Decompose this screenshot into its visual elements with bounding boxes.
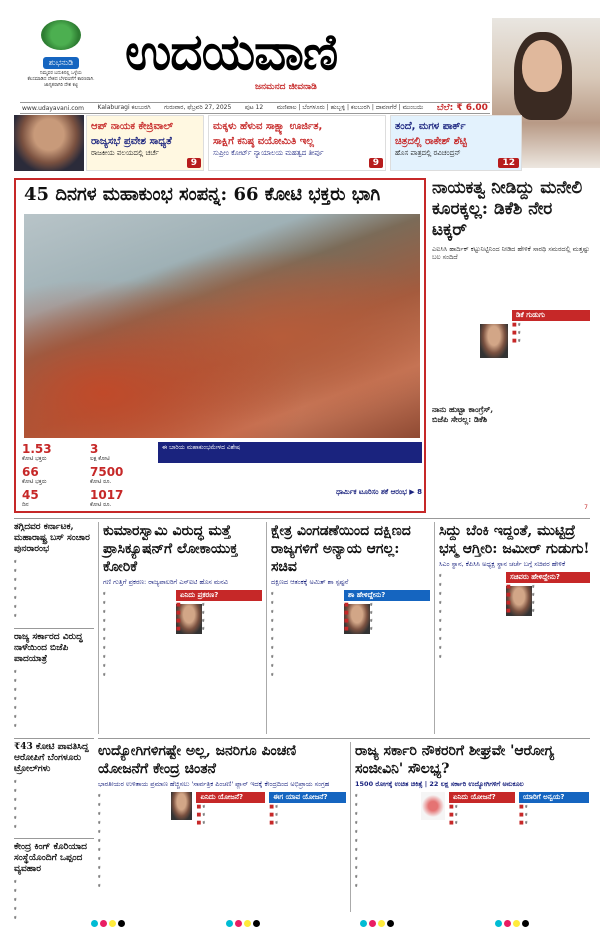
teaser-3-page: 12 (498, 158, 519, 168)
lead-headline: 45 ದಿನಗಳ ಮಹಾಕುಂಭ ಸಂಪನ್ನ: 66 ಕೋಟಿ ಭಕ್ತರು ಭಾಗಿ (24, 184, 381, 205)
left-body-4: ಕ ಕ ಕ ಕ ಕ (14, 879, 17, 921)
right-story-box: ಸಚಿವರು ಹೇಳಿದ್ದೇನು? ■ ಕ ■ ಕ ■ ಕ ■ ಕ (506, 572, 590, 619)
left-headline-1[interactable]: ತಗ್ಗಿದವರ ಕರ್ನಾಟಕ, ಮಹಾರಾಷ್ಟ್ರ ಬಸ್ ಸಂಚಾರ ಪುನರಾರಂಭ (14, 522, 90, 554)
teaser-3-line1: ತಂದೆ, ಮಗಳ ಪಾರ್ಕ್ (395, 121, 466, 132)
lead-stats (22, 442, 422, 510)
brand-tag: ಶುಭನುಡಿ (43, 57, 79, 69)
teaser-2-line3: ಸುಪ್ರೀಂ ಕೋರ್ಟ್ ನ್ಯಾಯಾಲಯ ಮಹತ್ವದ ತೀರ್ಪು (213, 149, 324, 157)
face-shape (522, 40, 562, 92)
lead-story[interactable] (14, 178, 426, 513)
left-headline-4[interactable]: ಕೇಂದ್ರ ಕಿಂಗ್ ಕೊರಿಯಾದ ಸಂಸ್ಥೆಯೊಂದಿಗೆ ಒಪ್ಪಂದ ವ್ಯವಹಾರ (14, 842, 87, 874)
bottom-story-1-box-1: ಏನಿದು ಯೋಜನೆ? ■ ಕ ■ ಕ ■ ಕ (196, 792, 265, 882)
left-headline-2[interactable]: ರಾಜ್ಯ ಸರ್ಕಾರದ ವಿರುದ್ಧ ನಾಳೆಯಿಂದ ಬಿಜೆಪಿ ಪಾದಯಾತ್ರೆ (14, 632, 83, 664)
mid-story-1-deck: ಗಣಿ ಗುತ್ತಿಗೆ ಪ್ರಕರಣ: ರಾಜ್ಯಪಾಲರಿಗೆ ಎಸ್‌ಐಟಿ ಹೊಸ ಮನವಿ (103, 578, 228, 586)
right-story-body: ಕ ಕ ಕ ಕ ಕ ಕ ಕ ಕ ಕ ಕ (439, 573, 442, 660)
teaser-1-line3: ರಾಜಕೀಯ ವಲಯದಲ್ಲಿ ಚರ್ಚೆ (91, 149, 159, 157)
right-top-subheadline: ನಾನು ಹುಟ್ಟಾ ಕಾಂಗ್ರೆಸ್, ಬಿಜೆಪಿ ಸೇರಲ್ಲ: ಡಿಕೆಶಿ (432, 404, 494, 424)
teaser-3[interactable] (390, 115, 522, 171)
newspaper-subtitle: ಜನಮನದ ಜೀವನಾಡಿ (255, 82, 317, 92)
bottom-story-1-headline: ಉದ್ಯೋಗಿಗಳಿಗಷ್ಟೇ ಅಲ್ಲ, ಜನರಿಗೂ ಪಿಂಚಣಿ ಯೋಜನೆಗೆ ಕೇಂದ್ರ ಚಿಂತನೆ (98, 743, 297, 777)
stat-6: 1017 ಕೋಟಿ ರೂ. (90, 488, 124, 508)
lead-footer: ಧಾರ್ಮಿಕ ಟೂರಿಸಂ ಶಕೆ ಆರಂಭ ▶ 8 (336, 488, 422, 496)
bottom-divider (98, 738, 590, 739)
editions-list: ಮಣಿಪಾಲ | ಬೆಂಗಳೂರು | ಹುಬ್ಬಳ್ಳಿ | ಕಲಬುರಗಿ | ದಾವಣಗೆರೆ | ಮುಂಬಯಿ (276, 104, 424, 111)
left-body-3: ಕ ಕ ಕ ಕ ಕ ಕ (14, 779, 17, 830)
dk-shivakumar-photo (480, 324, 508, 358)
dateline (20, 102, 490, 114)
mid-story-2-body: ಕ ಕ ಕ ಕ ಕ ಕ ಕ ಕ ಕ ಕ (271, 591, 274, 678)
right-top-page: 7 (584, 504, 588, 511)
bottom-story-2-body: ಕ ಕ ಕ ಕ ಕ ಕ ಕ ಕ ಕ ಕ ಕ (355, 793, 358, 889)
right-story-headline: ಸಿದ್ದು ಬೆಂಕಿ ಇದ್ದಂತೆ, ಮುಟ್ಟಿದ್ರೆ ಭಸ್ಮ ಆಗ್ತೀರಿ: ಜಮೀರ್ ಗುಡುಗು! (439, 523, 590, 557)
teaser-1-page: 9 (187, 158, 201, 168)
bottom-story-1[interactable] (98, 742, 346, 912)
mid-story-1-body: ಕ ಕ ಕ ಕ ಕ ಕ ಕ ಕ ಕ ಕ (103, 591, 106, 678)
mid-story-1[interactable] (98, 522, 262, 734)
teaser-2[interactable] (208, 115, 386, 171)
page-count: ಪುಟ 12 (244, 104, 264, 111)
stat-3: 45 ದಿನ (22, 488, 39, 508)
bottom-story-2-box-2: ಯಾರಿಗೆ ಅನ್ವಯ? ■ ಕ ■ ಕ ■ ಕ (519, 792, 589, 882)
bottom-story-2-box-1: ಏನಿದು ಯೋಜನೆ? ■ ಕ ■ ಕ ■ ಕ (449, 792, 515, 882)
mid-story-1-headline: ಕುಮಾರಸ್ವಾಮಿ ವಿರುದ್ಧ ಮತ್ತೆ ಪ್ರಾಸಿಕ್ಯೂಷನ್‌ಗೆ ಲೋಕಾಯುಕ್ತ ಕೋರಿಕೆ (103, 523, 238, 575)
mid-story-2[interactable] (266, 522, 430, 734)
teaser-1[interactable] (86, 115, 204, 171)
bottom-story-1-deck: ಭಾರತೀಯರ ಉಳಿತಾಯ ಪ್ರಮಾಣ ಹೆಚ್ಚಿಸಲು 'ಸಾರ್ವತ್ರಿಕ ಪಿಂಚಣಿ' ಪ್ಲಾನ್ ಇದಕ್ಕೆ ಕೇಂದ್ರದಿಂದ ಅಭಿಪ್ರಾಯ ಸಂಗ್ರಹ (98, 780, 330, 788)
website: www.udayavani.com (22, 104, 85, 112)
mid-story-2-headline: ಕ್ಷೇತ್ರ ವಿಂಗಡಣೆಯಿಂದ ದಕ್ಷಿಣದ ರಾಜ್ಯಗಳಿಗೆ ಅನ್ಯಾಯ ಆಗಲ್ಲ: ಸಚಿವ (271, 523, 411, 575)
teaser-3-line2: ಚಿತ್ರದಲ್ಲಿ ರಾಕೇಶ್ ಶೆಟ್ಟಿ (395, 136, 467, 147)
teaser-2-line1: ಮಕ್ಕಳು ಹೆಳುವ ಸಾಕ್ಷ್ಯಾ ಊರ್ಜಿತ, (213, 121, 323, 132)
teaser-2-line2: ಸಾಕ್ಷಿಗೆ ಕನಿಷ್ಠ ವಯೋಮಿತಿ ಇಲ್ಲ (213, 136, 314, 147)
lead-box-title: ಈ ಬಾರಿಯ ಮಹಾಕುಂಭಮೇಳದ ವಿಶೇಷ (158, 442, 422, 463)
teaser-1-line2: ರಾಜ್ಯಸಭೆ ಪ್ರವೇಶ ಸಾಧ್ಯತೆ (91, 136, 172, 147)
brand-logo (20, 20, 102, 90)
tree-icon (41, 20, 81, 50)
newspaper-title: ಉದಯವಾಣಿ (125, 22, 338, 81)
stat-1: 1.53 ಕೋಟಿ ಭಕ್ತರು (22, 442, 52, 462)
bottom-story-1-box-2: ಈಗ ಯಾವ ಯೋಜನೆ? ■ ಕ ■ ಕ ■ ಕ (269, 792, 346, 882)
right-top-story[interactable] (432, 178, 590, 513)
medical-icon (421, 792, 445, 820)
edition: Kalaburagi ಕಲಬುರಗಿ (97, 104, 151, 111)
bottom-story-1-photo (171, 792, 193, 820)
stat-2: 66 ಕೋಟಿ ಭಕ್ತರು (22, 465, 47, 485)
teaser-1-line1: ಆಪ್ ನಾಯಕ ಕೇಜ್ರಿವಾಲ್ (91, 121, 174, 132)
price: ಬೆಲೆ: ₹ 6.00 (436, 103, 488, 113)
right-story-deck: ಸಿಎಂ ಸ್ಥಾನ, ಕೆಪಿಸಿಸಿ ಅಧ್ಯಕ್ಷ ಸ್ಥಾನ ಚರ್ಚೆ ಬಗ್ಗೆ ಸಚಿವರ ಹೇಳಿಕೆ (439, 560, 566, 568)
bottom-story-2-headline: ರಾಜ್ಯ ಸರ್ಕಾರಿ ನೌಕರರಿಗೆ ಶೀಘ್ರವೇ 'ಆರೋಗ್ಯ ಸಂಜೀವಿನಿ' ಸೌಲಭ್ಯ? (355, 743, 555, 777)
section-divider (14, 518, 590, 519)
right-top-deck: ಎಐಸಿಸಿ ಹಾರ್ದಿಕ್ ಕಟ್ಟುನಿಟ್ಟಿನಿಂದ ನೀಡಿದ ಹೇಳಿಕೆ ಸಾರಥಿ ಸಮರದಲ್ಲಿ ಮತ್ತಷ್ಟು ಬಲ ಸಂದಿದೆ (432, 245, 590, 261)
bottom-story-2[interactable] (350, 742, 590, 912)
brand-lines: ನಿಮ್ಮವರ ಬದುಕಿನಲ್ಲಿ ಒಳ್ಳೆಯ ಕೆಲಸಮಾಡಿದ ದೇಶದ ಬೆಳವಣಿಗೆಗೆ ಕಾರಣರಾಗಿ. ಜಾಗೃತರಾಗಿರಿ ದೇಶ ಕಟ್ಟಿ (27, 71, 95, 88)
teaser-3-line3: ಹೊಸ ಪಾತ್ರದಲ್ಲಿ ರವಿಚಂದ್ರನ್ (395, 149, 461, 157)
mid-story-1-box: ಏನಿದು ಪ್ರಕರಣ? ■ ಕ ■ ಕ ■ ಕ ■ ಕ (176, 590, 262, 637)
issue-date: ಗುರುವಾರ, ಫೆಬ್ರವರಿ 27, 2025 (164, 104, 232, 111)
print-registration-marks (90, 916, 530, 926)
mid-story-2-box: ಶಾ ಹೇಳಿದ್ದೇನು? ■ ಕ ■ ಕ ■ ಕ ■ ಕ (344, 590, 430, 637)
kumbh-crowd-photo (24, 214, 420, 438)
left-body-1: ಕ ಕ ಕ ಕ ಕ ಕ ಕ (14, 559, 17, 619)
right-story[interactable] (434, 522, 590, 734)
bottom-story-1-body: ಕ ಕ ಕ ಕ ಕ ಕ ಕ ಕ ಕ ಕ ಕ (98, 793, 101, 889)
right-top-headline: ನಾಯಕತ್ವ ನೀಡಿದ್ದು ಮನೇಲಿ ಕೂರಕ್ಕಲ್ಲ: ಡಿಕೆಶಿ ನೇರ ಟಕ್ಕರ್ (432, 178, 583, 240)
bottom-story-2-deck: 1500 ರೋಗಕ್ಕೆ ಉಚಿತ ಚಿಕಿತ್ಸೆ | 22 ಲಕ್ಷ ಸರ್ಕಾರಿ ಉದ್ಯೋಗಿಗಳಿಗೆ ಅನುಕೂಲ (355, 780, 524, 788)
stat-5: 7500 ಕೋಟಿ ರೂ. (90, 465, 124, 485)
stat-4: 3 ಲಕ್ಷ ಕೋಟಿ (90, 442, 110, 462)
teaser-portrait (14, 115, 84, 171)
right-top-box: ಡಿಕೆ ಗುಡುಗು ■ ಕ ■ ಕ ■ ಕ (512, 310, 590, 345)
left-body-2: ಕ ಕ ಕ ಕ ಕ ಕ ಕ (14, 669, 17, 729)
left-headline-3[interactable]: ₹43 ಕೋಟಿ ಪಾವತಿಸಿದ್ದ ಆರೋಪಿಗೆ ಬೆಂಗಳೂರು ಟ್ರೋಲ್‌ಗಳು (14, 742, 89, 774)
left-column (14, 522, 94, 921)
teaser-2-page: 9 (369, 158, 383, 168)
mid-story-2-deck: ದಕ್ಷಿಣದ ಆತಂಕಕ್ಕೆ ಅಮಿತ್ ಶಾ ಸ್ಪಷ್ಟನೆ (271, 578, 349, 586)
